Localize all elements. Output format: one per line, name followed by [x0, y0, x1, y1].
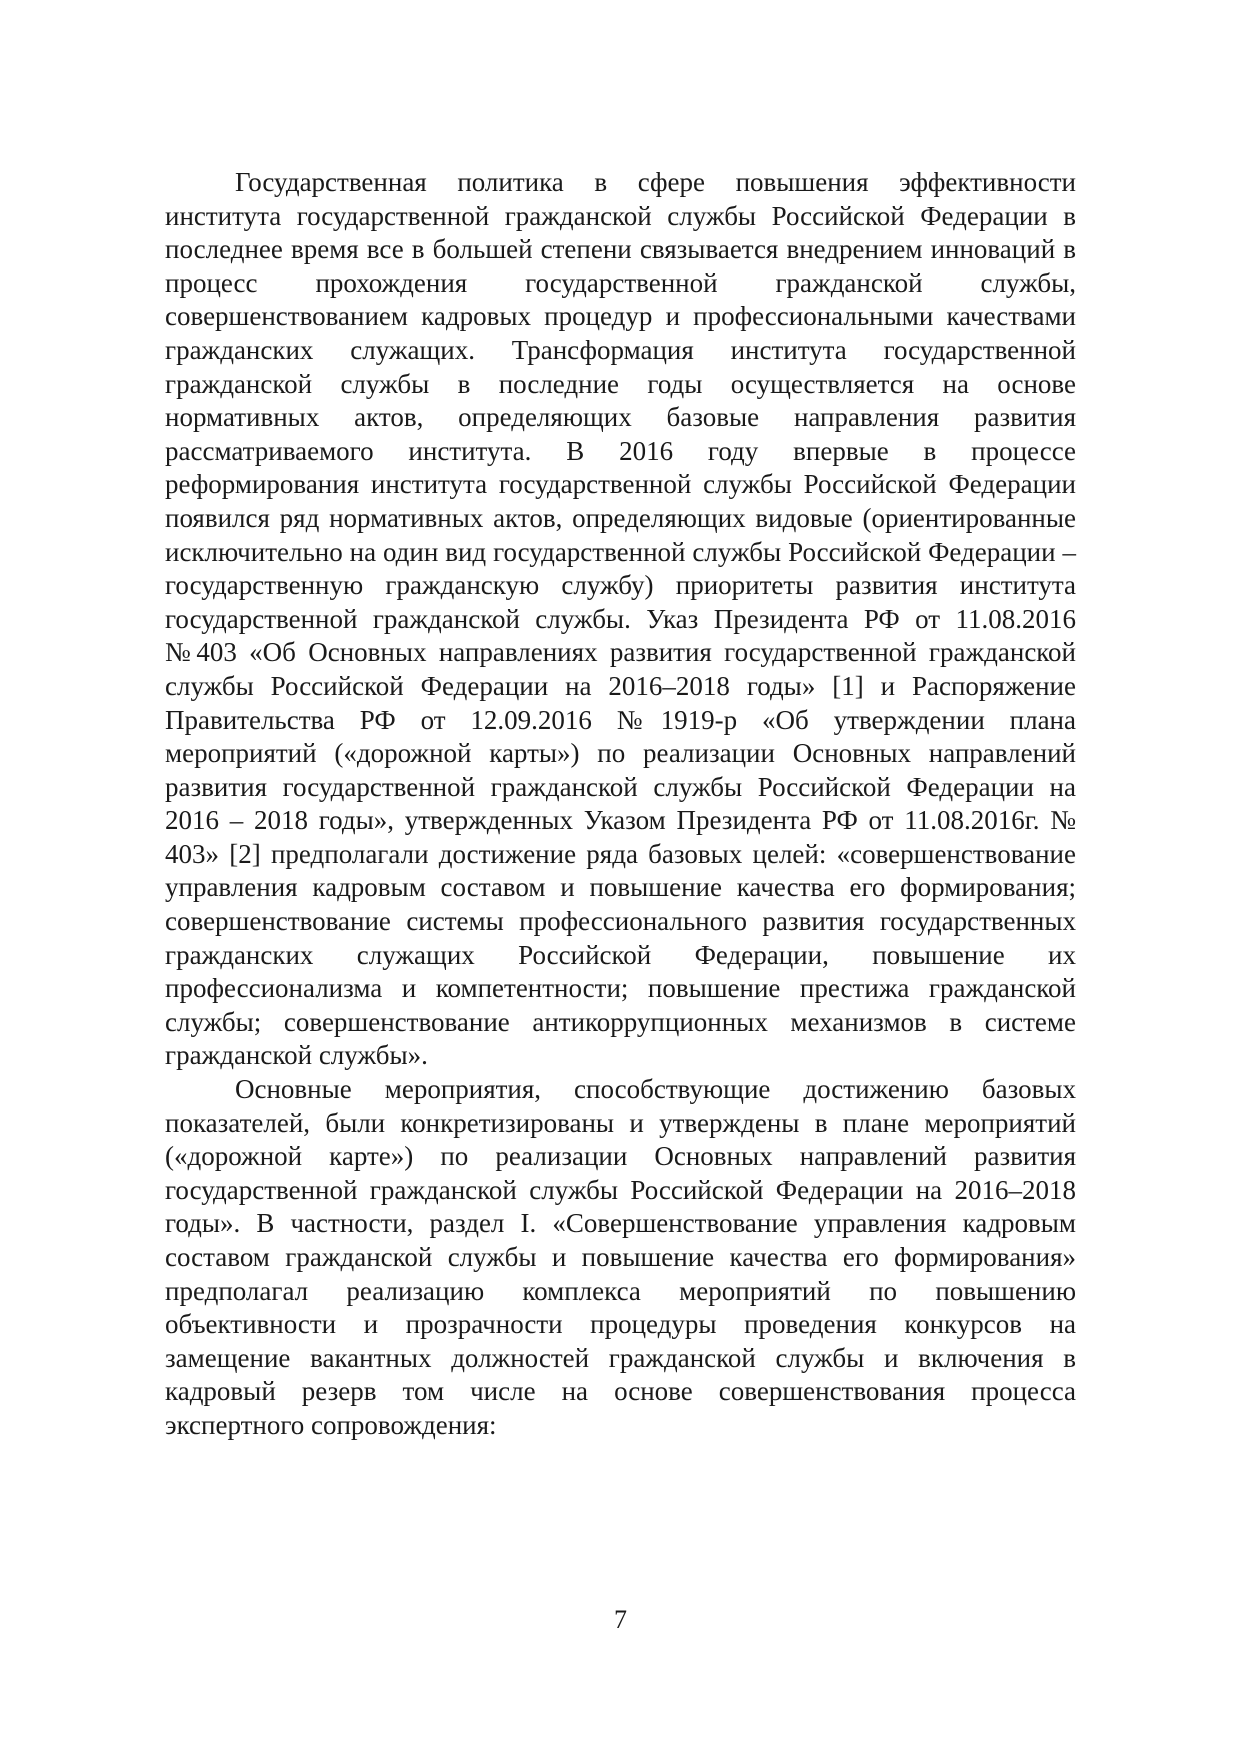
body-text	[165, 166, 1076, 1443]
page-number: 7	[614, 1605, 627, 1634]
paragraph-2: Основные мероприятия, способствующие достижению базовых показателей, были конкретизированы и утверждены в плане мероприятий («дорожной карте») по реализации Основных направлений развития государственной гражданской службы Российской Федерации на 2016–2018 годы». В частности, раздел I. «Совершенствование управления кадровым составом гражданской службы и повышение качества его формирования» предполагал реализацию комплекса мероприятий по повышению объективности и прозрачности процедуры проведения конкурсов на замещение вакантных должностей гражданской службы и включения в кадровый резерв том числе на основе совершенствования процесса экспертного сопровождения:	[165, 1074, 1076, 1440]
paragraph-1: Государственная политика в сфере повышения эффективности института государственной гражданской службы Российской Федерации в последнее время все в большей степени связывается внедрением инноваций в процесс прохождения государственной гражданской службы, совершенствованием кадровых процедур и профессиональными качествами гражданских служащих. Трансформация института государственной гражданской службы в последние годы осуществляется на основе нормативных актов, определяющих базовые направления развития рассматриваемого института. В 2016 году впервые в процессе реформирования института государственной службы Российской Федерации появился ряд нормативных актов, определяющих видовые (ориентированные исключительно на один вид государственной службы Российской Федерации – государственную гражданскую службу) приоритеты развития института государственной гражданской службы. Указ Президента РФ от 11.08.2016 №403 «Об Основных направлениях развития государственной гражданской службы Российской Федерации на 2016–2018 годы» [1] и Распоряжение Правительства РФ от 12.09.2016 №1919-р «Об утверждении плана мероприятий («дорожной карты») по реализации Основных направлений развития государственной гражданской службы Российской Федерации на 2016 – 2018 годы», утвержденных Указом Президента РФ от 11.08.2016г. № 403» [2] предполагали достижение ряда базовых целей: «совершенствование управления кадровым составом и повышение качества его формирования; совершенствование системы профессионального развития государственных гражданских служащих Российской Федерации, повышение их профессионализма и компетентности; повышение престижа гражданской службы; совершенствование антикоррупционных механизмов в системе гражданской службы».	[165, 167, 1076, 1071]
